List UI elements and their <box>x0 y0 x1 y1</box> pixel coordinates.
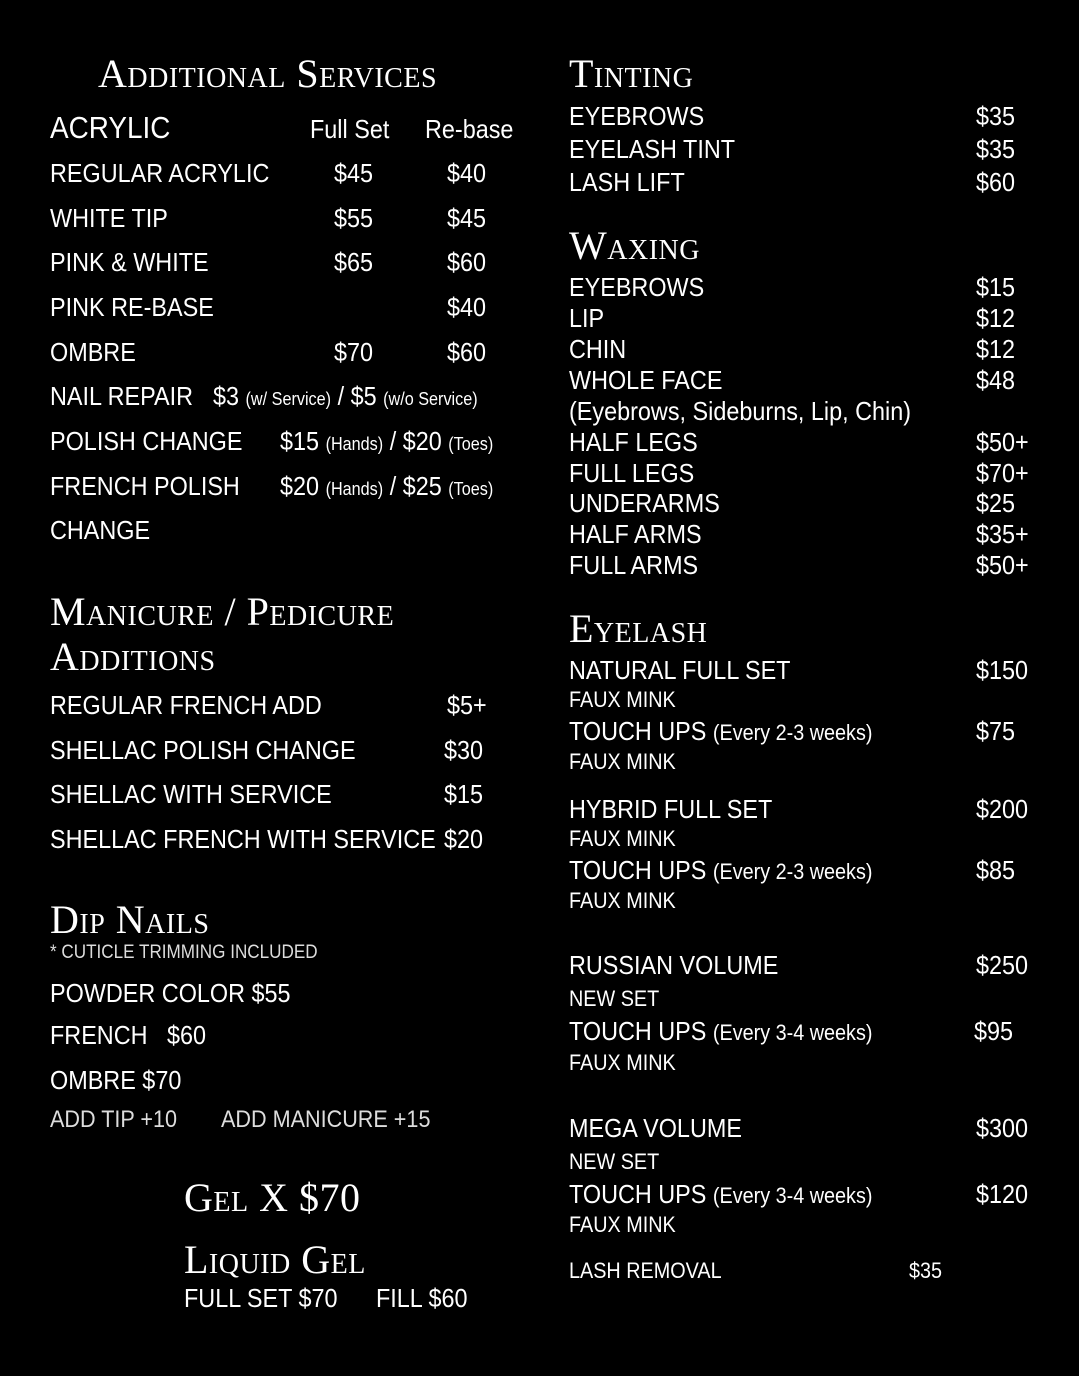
liquid-gel-full-set: FULL SET $70 <box>184 1283 338 1313</box>
dip-ombre: OMBRE $70 <box>50 1065 182 1095</box>
acrylic-row-name: REGULAR ACRYLIC <box>50 158 270 188</box>
nail-repair-sep: / <box>337 381 345 411</box>
acrylic-row-full: $45 <box>334 158 374 188</box>
touch-ups-label: TOUCH UPS <box>569 716 707 746</box>
waxing-row-price: $50+ <box>976 550 1029 580</box>
acrylic-row-rebase: $60 <box>447 247 487 277</box>
acrylic-row-name: PINK RE-BASE <box>50 292 214 322</box>
waxing-row-name: UNDERARMS <box>569 488 720 518</box>
waxing-row-name: EYEBROWS <box>569 272 705 302</box>
col-full-set: Full Set <box>310 114 390 144</box>
waxing-row-name: FULL LEGS <box>569 458 695 488</box>
tinting-row-name: EYEBROWS <box>569 101 705 131</box>
manicure-row-price: $30 <box>444 735 484 765</box>
tinting-row-name: EYELASH TINT <box>569 134 736 164</box>
eyelash-hybrid-touch-price: $85 <box>976 855 1016 885</box>
waxing-whole-face-note: (Eyebrows, Sideburns, Lip, Chin) <box>569 396 912 426</box>
dip-nails-note: * CUTICLE TRIMMING INCLUDED <box>50 942 318 963</box>
waxing-row-price: $25 <box>976 488 1016 518</box>
touch-ups-label: TOUCH UPS <box>569 1016 707 1046</box>
eyelash-mega-price: $300 <box>976 1113 1029 1143</box>
manicure-row-price: $5+ <box>447 690 487 720</box>
tinting-title: Tinting <box>569 51 694 96</box>
eyelash-natural-sub: FAUX MINK <box>569 687 676 712</box>
eyelash-russian-touch-price: $95 <box>974 1016 1014 1046</box>
tinting-row-name: LASH LIFT <box>569 167 685 197</box>
touch-ups-note: (Every 2-3 weeks) <box>712 859 873 884</box>
gel-x-title: Gel X $70 <box>184 1175 361 1220</box>
french-polish-note-1: (Hands) <box>325 479 384 499</box>
touch-ups-note: (Every 3-4 weeks) <box>712 1020 873 1045</box>
polish-change-note-1: (Hands) <box>325 434 384 454</box>
polish-change-prices <box>280 428 493 454</box>
dip-powder-color: POWDER COLOR $55 <box>50 978 291 1008</box>
acrylic-row-rebase: $40 <box>447 158 487 188</box>
manicure-row-name: SHELLAC WITH SERVICE <box>50 779 332 809</box>
acrylic-label: ACRYLIC <box>50 110 171 145</box>
eyelash-mega-name: MEGA VOLUME <box>569 1113 742 1143</box>
eyelash-russian-name: RUSSIAN VOLUME <box>569 950 779 980</box>
eyelash-natural-name: NATURAL FULL SET <box>569 655 791 685</box>
french-polish-note-2: (Toes) <box>448 479 494 499</box>
nail-repair-note-1: (w/ Service) <box>245 389 332 409</box>
french-polish-price-2: $25 <box>402 471 442 501</box>
manicure-row-name: SHELLAC POLISH CHANGE <box>50 735 356 765</box>
waxing-row-price: $35+ <box>976 519 1029 549</box>
french-polish-sep: / <box>389 471 397 501</box>
eyelash-russian-price: $250 <box>976 950 1029 980</box>
nail-repair-prices <box>213 383 478 409</box>
manicure-row-name: REGULAR FRENCH ADD <box>50 690 322 720</box>
french-polish-price-1: $20 <box>280 471 320 501</box>
nail-repair-label: NAIL REPAIR <box>50 381 194 411</box>
acrylic-row-name: WHITE TIP <box>50 203 168 233</box>
french-polish-label: FRENCH POLISH <box>50 471 240 501</box>
eyelash-mega-sub: NEW SET <box>569 1149 660 1174</box>
eyelash-hybrid-price: $200 <box>976 794 1029 824</box>
manicure-row-price: $20 <box>444 824 484 854</box>
polish-change-price-1: $15 <box>280 426 320 456</box>
waxing-row-name: WHOLE FACE <box>569 365 723 395</box>
waxing-row-name: LIP <box>569 303 605 333</box>
acrylic-row-rebase: $40 <box>447 292 487 322</box>
eyelash-hybrid-touch <box>569 857 872 883</box>
tinting-row-price: $35 <box>976 134 1016 164</box>
acrylic-row-rebase: $45 <box>447 203 487 233</box>
dip-add-tip: ADD TIP +10 <box>50 1106 178 1133</box>
dip-nails-title: Dip Nails <box>50 897 210 942</box>
french-polish-prices <box>280 473 493 499</box>
tinting-row-price: $60 <box>976 167 1016 197</box>
manicure-title-line2: Additions <box>50 634 216 679</box>
dip-add-manicure: ADD MANICURE +15 <box>221 1106 431 1133</box>
waxing-row-price: $48 <box>976 365 1016 395</box>
waxing-row-name: CHIN <box>569 334 627 364</box>
polish-change-label: POLISH CHANGE <box>50 426 243 456</box>
polish-change-price-2: $20 <box>402 426 442 456</box>
acrylic-row-full: $70 <box>334 337 374 367</box>
eyelash-russian-sub: NEW SET <box>569 986 660 1011</box>
french-polish-label-line2: CHANGE <box>50 515 151 545</box>
manicure-row-name: SHELLAC FRENCH WITH SERVICE <box>50 824 436 854</box>
eyelash-hybrid-sub2: FAUX MINK <box>569 888 676 913</box>
eyelash-mega-touch <box>569 1181 872 1207</box>
acrylic-row-full: $55 <box>334 203 374 233</box>
waxing-row-name: HALF LEGS <box>569 427 698 457</box>
waxing-row-price: $12 <box>976 334 1016 364</box>
polish-change-note-2: (Toes) <box>448 434 494 454</box>
eyelash-natural-touch <box>569 718 872 744</box>
eyelash-natural-touch-price: $75 <box>976 716 1016 746</box>
manicure-title-line1: Manicure / Pedicure <box>50 589 395 634</box>
col-rebase: Re-base <box>425 114 514 144</box>
waxing-row-name: FULL ARMS <box>569 550 699 580</box>
liquid-gel-title: Liquid Gel <box>184 1237 366 1282</box>
waxing-row-price: $15 <box>976 272 1016 302</box>
waxing-title: Waxing <box>569 223 700 268</box>
waxing-row-name: HALF ARMS <box>569 519 702 549</box>
acrylic-row-full: $65 <box>334 247 374 277</box>
eyelash-title: Eyelash <box>569 606 708 651</box>
eyelash-russian-sub2: FAUX MINK <box>569 1050 676 1075</box>
eyelash-mega-sub2: FAUX MINK <box>569 1212 676 1237</box>
dip-french: FRENCH $60 <box>50 1020 207 1050</box>
eyelash-russian-touch <box>569 1018 872 1044</box>
nail-repair-price-2: $5 <box>350 381 377 411</box>
liquid-gel-fill: FILL $60 <box>376 1283 468 1313</box>
eyelash-natural-sub2: FAUX MINK <box>569 749 676 774</box>
additional-services-title: Additional Services <box>98 51 438 96</box>
touch-ups-label: TOUCH UPS <box>569 1179 707 1209</box>
touch-ups-label: TOUCH UPS <box>569 855 707 885</box>
acrylic-row-name: PINK & WHITE <box>50 247 209 277</box>
waxing-row-price: $12 <box>976 303 1016 333</box>
eyelash-hybrid-name: HYBRID FULL SET <box>569 794 773 824</box>
acrylic-row-name: OMBRE <box>50 337 136 367</box>
tinting-row-price: $35 <box>976 101 1016 131</box>
manicure-row-price: $15 <box>444 779 484 809</box>
lash-removal-price: $35 <box>909 1258 943 1283</box>
eyelash-hybrid-sub: FAUX MINK <box>569 826 676 851</box>
touch-ups-note: (Every 3-4 weeks) <box>712 1183 873 1208</box>
nail-repair-note-2: (w/o Service) <box>383 389 478 409</box>
waxing-row-price: $70+ <box>976 458 1029 488</box>
acrylic-row-rebase: $60 <box>447 337 487 367</box>
lash-removal-label: LASH REMOVAL <box>569 1258 722 1283</box>
eyelash-mega-touch-price: $120 <box>976 1179 1029 1209</box>
polish-change-sep: / <box>389 426 397 456</box>
waxing-row-price: $50+ <box>976 427 1029 457</box>
eyelash-natural-price: $150 <box>976 655 1029 685</box>
touch-ups-note: (Every 2-3 weeks) <box>712 720 873 745</box>
nail-repair-price-1: $3 <box>213 381 240 411</box>
